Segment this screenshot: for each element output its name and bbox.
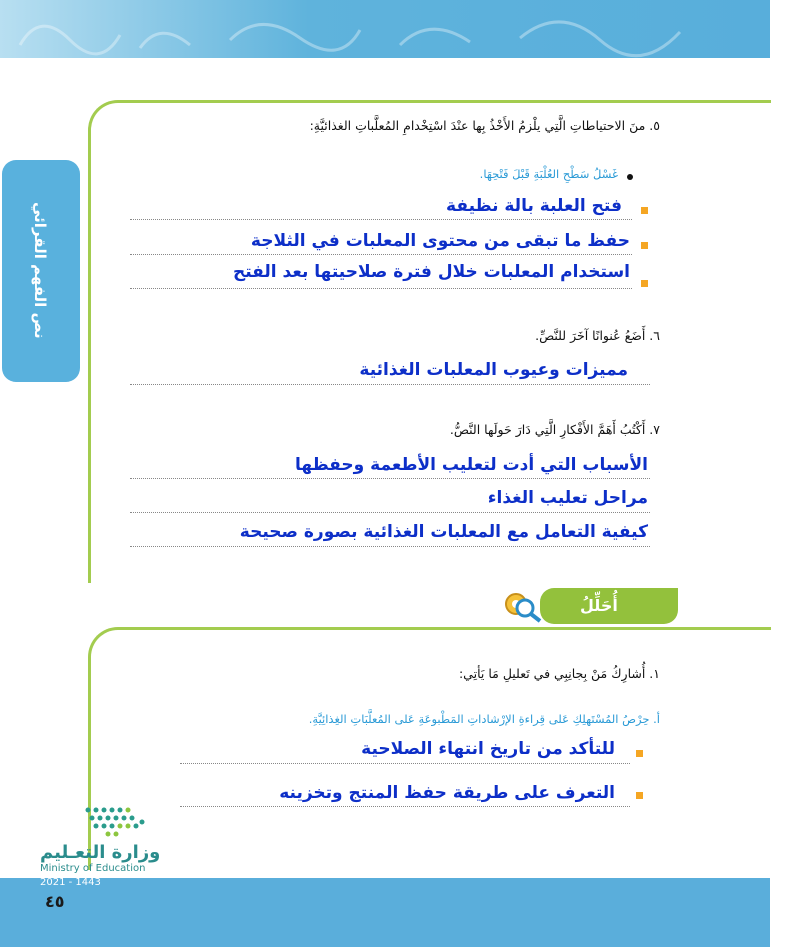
ministry-logo: [80, 800, 150, 840]
page-number: ٤٥: [45, 892, 65, 911]
question-7-answer-3: كيفية التعامل مع المعلبات الغذائية بصورة صحيحة: [239, 522, 648, 542]
header-band: [0, 0, 770, 58]
header-calligraphy-pattern: [0, 0, 770, 58]
edition-year: 2021 - 1443: [40, 877, 101, 888]
answer-line: [180, 806, 630, 807]
analyze-section-header: [540, 588, 678, 624]
analyze-section-label: أُحَلِّلُ: [580, 596, 618, 615]
question-5-example: غَسْلُ سَطْحِ العُلْبَةِ قَبْلَ فَتْحِهَا.: [479, 167, 618, 181]
section-side-tab-label: نص الفهم القرائي: [31, 201, 49, 339]
bullet-icon: [636, 750, 643, 757]
question-5-answer-2: حفظ ما تبقى من محتوى المعلبات في الثلاجة: [250, 231, 630, 251]
question-6: ٦. أَضَعُ عُنوانًا آخَرَ للنَّصِّ.: [535, 328, 660, 343]
bullet-icon: [641, 207, 648, 214]
section-side-tab: [2, 160, 80, 382]
answer-line: [130, 546, 650, 547]
footer-band: [0, 878, 770, 947]
analyze-answer-1: للتأكد من تاريخ انتهاء الصلاحية: [361, 739, 615, 759]
answer-line: [130, 512, 650, 513]
page-edge: [770, 0, 800, 947]
analyze-question-1: ١. أُشارِكُ مَنْ بِجانِبِي في تَعليلِ مَا يَأتِي:: [458, 666, 660, 681]
bullet-dot: [627, 174, 633, 180]
analyze-answer-2: التعرف على طريقة حفظ المنتج وتخزينه: [279, 783, 615, 803]
question-5: ٥. منَ الاحتياطاتِ الَّتِي يلْزمُ الأَخْذُ بِها عنْدَ اسْتِخْدامِ المُعلَّباتِ الغذائيَّةِ:: [309, 118, 660, 133]
question-5-answer-1: فتح العلبة بالة نظيفة: [446, 196, 622, 216]
answer-line: [130, 384, 650, 385]
answer-line: [130, 254, 632, 255]
question-7-answer-1: الأسباب التي أدت لتعليب الأطعمة وحفظها: [295, 455, 648, 475]
bullet-icon: [641, 280, 648, 287]
answer-line: [130, 288, 632, 289]
ministry-name-arabic: وزارة التعـليم: [40, 842, 161, 863]
question-7: ٧. أَكْتُبُ أَهَمَّ الأَفْكارِ الَّتِي دَارَ حَولَها النَّصُّ.: [449, 422, 660, 437]
question-6-answer: مميزات وعيوب المعلبات الغذائية: [359, 360, 628, 380]
bullet-icon: [636, 792, 643, 799]
question-5-answer-3: استخدام المعلبات خلال فترة صلاحيتها بعد الفتح: [232, 262, 630, 282]
ministry-name-english: Ministry of Education: [40, 863, 146, 874]
questions-frame: [88, 100, 771, 583]
question-7-answer-2: مراحل تعليب الغذاء: [487, 488, 648, 508]
answer-line: [130, 478, 650, 479]
analyze-question-1-sub-a: أ. حِرْصُ المُسْتَهلِكِ عَلى قِراءةِ الإرْشاداتِ المَطْبوعَةِ عَلى المُعلَّبَاتِ الغِذائِيَّةِ.: [308, 712, 660, 726]
bullet-icon: [641, 242, 648, 249]
answer-line: [130, 219, 632, 220]
answer-line: [180, 763, 630, 764]
